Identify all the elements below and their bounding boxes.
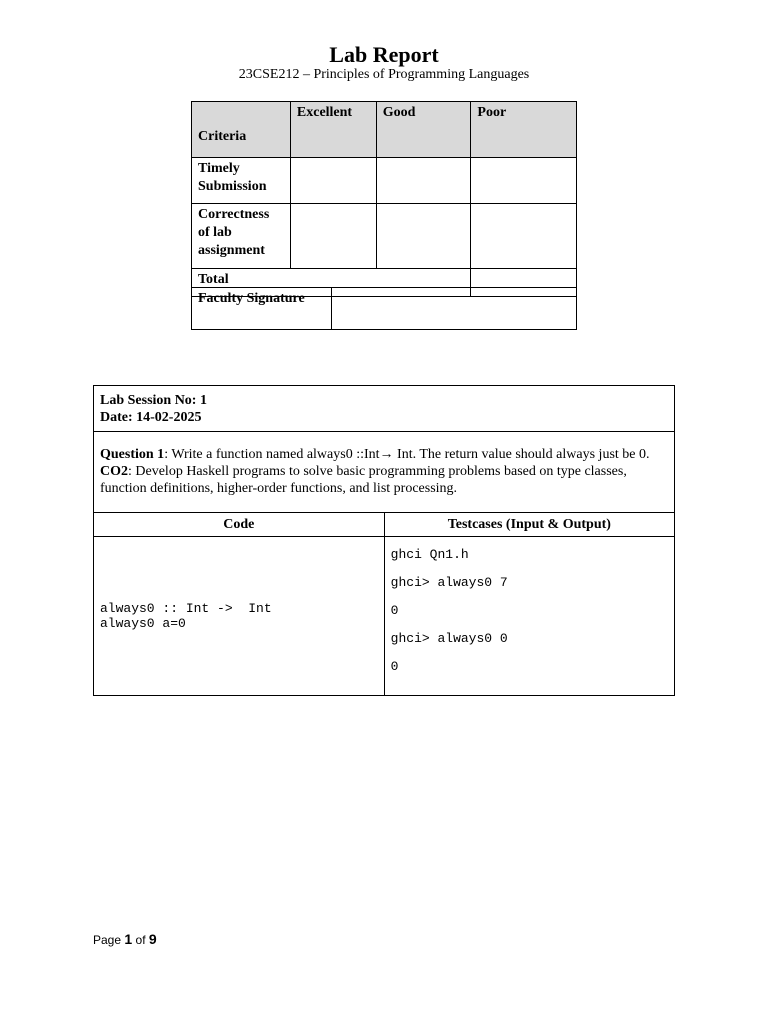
code-line: always0 :: Int -> Int xyxy=(100,601,272,616)
rubric-header-criteria: Criteria xyxy=(192,102,291,158)
rubric-row xyxy=(192,204,577,269)
testcases-block xyxy=(384,537,674,696)
session-date: Date: 14-02-2025 xyxy=(100,410,202,425)
lab-session-table xyxy=(93,385,675,696)
rubric-cell-poor xyxy=(471,158,577,204)
session-info xyxy=(94,386,675,432)
question-block xyxy=(94,432,675,513)
rubric-table xyxy=(191,101,577,297)
rubric-header-poor: Poor xyxy=(471,102,577,158)
testcase-line: ghci> always0 7 xyxy=(390,575,508,590)
page-number: Page 1 of 9 xyxy=(93,931,157,947)
rubric-cell-excellent xyxy=(290,204,376,269)
rubric-header-row xyxy=(192,102,577,158)
code-block xyxy=(94,537,385,696)
rubric-header-excellent: Excellent xyxy=(290,102,376,158)
course-outcome-label: CO2 xyxy=(100,464,128,479)
testcase-line: ghci> always0 0 xyxy=(390,631,508,646)
rubric-cell-good xyxy=(376,158,471,204)
question-label: Question 1 xyxy=(100,447,165,462)
document-title: Lab Report xyxy=(329,42,439,67)
rubric-total-label: Total xyxy=(192,269,471,297)
faculty-signature-label: Faculty Signature xyxy=(192,288,332,330)
faculty-signature-field xyxy=(331,288,576,330)
testcase-line: 0 xyxy=(390,659,399,674)
testcase-line: 0 xyxy=(390,603,399,618)
rubric-criterion-timely-submission: Timely Submission xyxy=(192,158,291,204)
rubric-cell-good xyxy=(376,204,471,269)
testcase-line: ghci Qn1.h xyxy=(390,547,469,562)
rubric-header-good: Good xyxy=(376,102,471,158)
signature-table xyxy=(191,287,577,330)
session-number: Lab Session No: 1 xyxy=(100,393,207,408)
code-column-header: Code xyxy=(94,513,385,537)
rubric-row xyxy=(192,158,577,204)
rubric-criterion-correctness: Correctness of lab assignment xyxy=(192,204,291,269)
course-subtitle: 23CSE212 – Principles of Programming Languages xyxy=(238,67,530,82)
question-text: Question 1: Write a function named always0 ::Int→ Int. The return value should always just be 0. xyxy=(100,447,650,462)
course-outcome-text: CO2: Develop Haskell programs to solve basic programming problems based on type classes, function definitions, higher-order functions, and list processing. xyxy=(100,464,627,496)
rubric-cell-excellent xyxy=(290,158,376,204)
code-line: always0 a=0 xyxy=(100,616,186,631)
rubric-cell-poor xyxy=(471,204,577,269)
testcases-column-header: Testcases (Input & Output) xyxy=(384,513,674,537)
